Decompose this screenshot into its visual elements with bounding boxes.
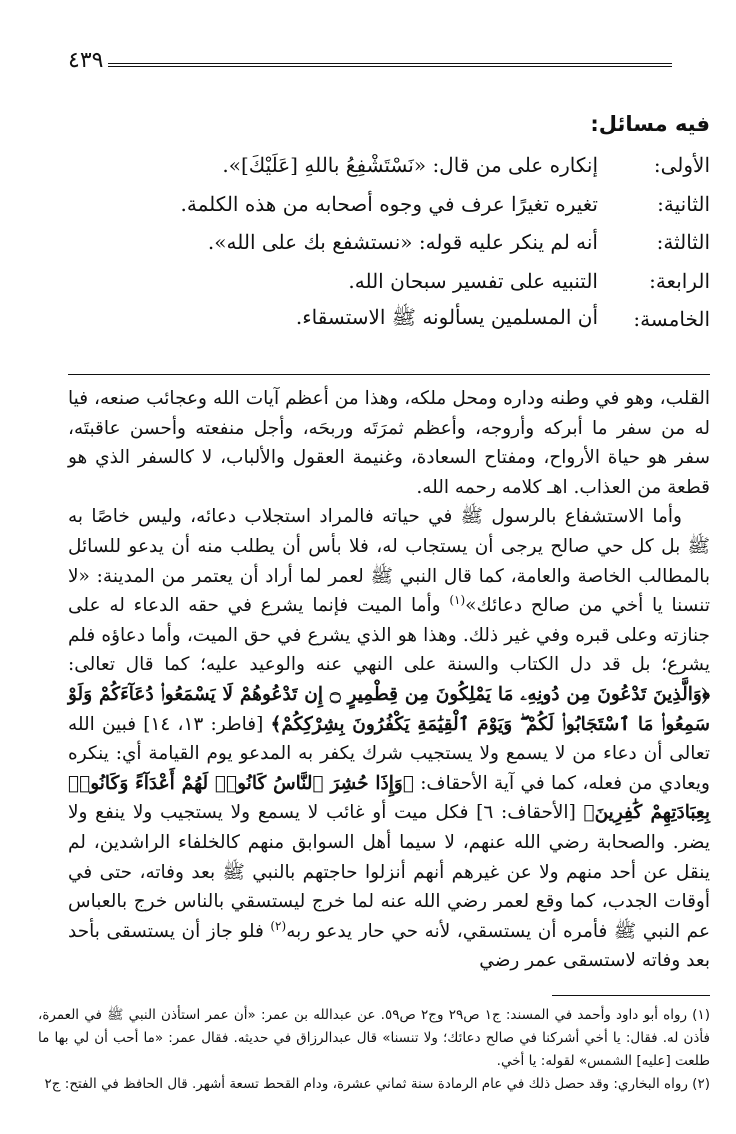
issue-row xyxy=(50,146,710,185)
issue-label: الثالثة: xyxy=(656,230,710,255)
footnote: (١) رواه أبو داود وأحمد في المسند: ج١ ص٢٩ وج٢ ص٥٩. عن عبدالله بن عمر: «أن عمر استأذن النبي ﷺ في العمرة، فأذن له. فقال: يا أخي أشركنا في صالح دعائك؛ ولا تنسنا» قال عبدالرزاق في حديثه. فقال عمر: «ما أحب أن لي بها ما طلعت [عليه] الشمس» لقوله: يا أخي. xyxy=(38,1007,710,1069)
paragraph: القلب، وهو في وطنه وداره ومحل ملكه، وهذا من أعظم آيات الله وعجائب صنعه، فيا له من سفر ما أبركه وأروجه، وأعظم ثمرَتَه وربحَه، وأجل منفعته وأحسن عاقبتَه، سفر هو حياة الأرواح، ومفتاح السعادة، وغنيمة العقول والألباب، لا كالسفر الذي هو قطعة من العذاب. اهـ كلامه رحمه الله. xyxy=(68,388,710,498)
quran-verse: ﴿وَالَّذِينَ تَدْعُونَ مِن دُونِهِۦ مَا يَمْلِكُونَ مِن قِطْمِيرٍ ۝ إِن تَدْعُوهُمْ لَا يَسْمَعُوا۟ دُعَآءَكُمْ وَلَوْ سَمِعُوا۟ مَا ٱسْتَجَابُوا۟ لَكُمْ ۖ وَيَوْمَ ٱلْقِيَٰمَةِ يَكْفُرُونَ بِشِرْكِكُمْ﴾ xyxy=(68,683,711,735)
quran-verse: ﴿وَإِذَا حُشِرَ ٱلنَّاسُ كَانُوا۟ لَهُمْ أَعْدَآءً وَكَانُوا۟ بِعِبَادَتِهِمْ كَٰفِرِينَ﴾ xyxy=(68,772,710,824)
footnote-divider xyxy=(552,995,710,996)
issue-text: التنبيه على تفسير سبحان الله. xyxy=(348,268,598,293)
header-rule xyxy=(108,63,672,67)
footnote-ref: (٢) xyxy=(270,918,287,933)
footnotes xyxy=(38,1004,710,1096)
text-run: وأما الاستشفاع بالرسول ﷺ في حياته فالمراد استجلاب دعائه، وليس خاصًا به ﷺ بل كل حي صالح يرجى أن يستجاب له، فلا بأس أن يطلب منه أن يدعو للسائل بالمطالب الخاصة والعامة، كما قال النبي ﷺ لعمر لما أراد أن يعتمر من المدينة: «لا تنسنا يا أخي من صالح دعائك» xyxy=(68,506,710,617)
issue-row xyxy=(50,262,710,301)
text-run: [الأحقاف: ٦] فكل ميت أو غائب لا يسمع ولا يستجيب ولا ينفع ولا يضر. والصحابة رضي الله عنهم، لا سيما أهل السوابق منهم كالخلفاء الراشدين، لم ينقل عن أحد منهم ولا عن غيرهم أنهم أنزلوا حاجتهم بالنبي ﷺ بعد وفاته، حتى في أوقات الجدب، كما وقع لعمر رضي الله عنه لما خرج ليستسقي بالناس خرج بالعباس عم النبي ﷺ فأمره أن يستسقي، لأنه حي حار يدعو ربه xyxy=(68,802,710,942)
page-number: ٤٣٩ xyxy=(68,48,104,73)
issue-label: الثانية: xyxy=(657,191,710,216)
issue-text: أن المسلمين يسألونه ﷺ الاستسقاء. xyxy=(295,304,598,329)
footnote-ref: (١) xyxy=(449,593,466,607)
issue-row xyxy=(50,300,710,339)
section-divider xyxy=(68,374,710,375)
issue-label: الخامسة: xyxy=(633,307,710,332)
paragraph xyxy=(68,502,710,976)
issue-row xyxy=(50,223,710,262)
footnote: (٢) رواه البخاري: وقد حصل ذلك في عام الرمادة سنة ثماني عشرة، ودام القحط تسعة أشهر. قال الحافظ في الفتح: ج٢ xyxy=(44,1076,710,1092)
issues-title: فيه مسائل: xyxy=(590,112,710,136)
issue-text: أنه لم ينكر عليه قوله: «نستشفع بك على الله». xyxy=(207,230,598,255)
issue-label: الأولى: xyxy=(653,153,710,178)
text-run: فلو جاز أن يستسقى بأحد بعد وفاته لاستسقى عمر رضي xyxy=(68,920,710,972)
page-header xyxy=(68,48,672,78)
text-run: وأما الميت فإنما يشرع في حقه الدعاء له على جنازته وعلى قبره وفي غير ذلك. وهذا هو الذي يشرع في حق الميت، وأما دعاؤه فلم يشرع؛ بل قد دل الكتاب والسنة على النهي عنه والوعيد عليه؛ كما قال تعالى: xyxy=(68,595,710,676)
commentary-text xyxy=(68,384,710,976)
issues-list xyxy=(50,146,710,339)
issue-text: تغيره تغيرًا عرف في وجوه أصحابه من هذه الكلمة. xyxy=(180,191,598,216)
issue-text: إنكاره على من قال: «نَسْتَشْفِعُ باللهِ [عَلَيْكَ]». xyxy=(222,153,598,178)
issue-label: الرابعة: xyxy=(649,268,710,293)
text-run: [فاطر: ١٣، ١٤] فبين الله تعالى أن دعاء من لا يسمع ولا يستجيب شرك يكفر به المدعو يوم القيامة أي: ينكره ويعادي من فعله، كما في آية الأحقاف: xyxy=(68,713,710,794)
issue-row xyxy=(50,185,710,224)
